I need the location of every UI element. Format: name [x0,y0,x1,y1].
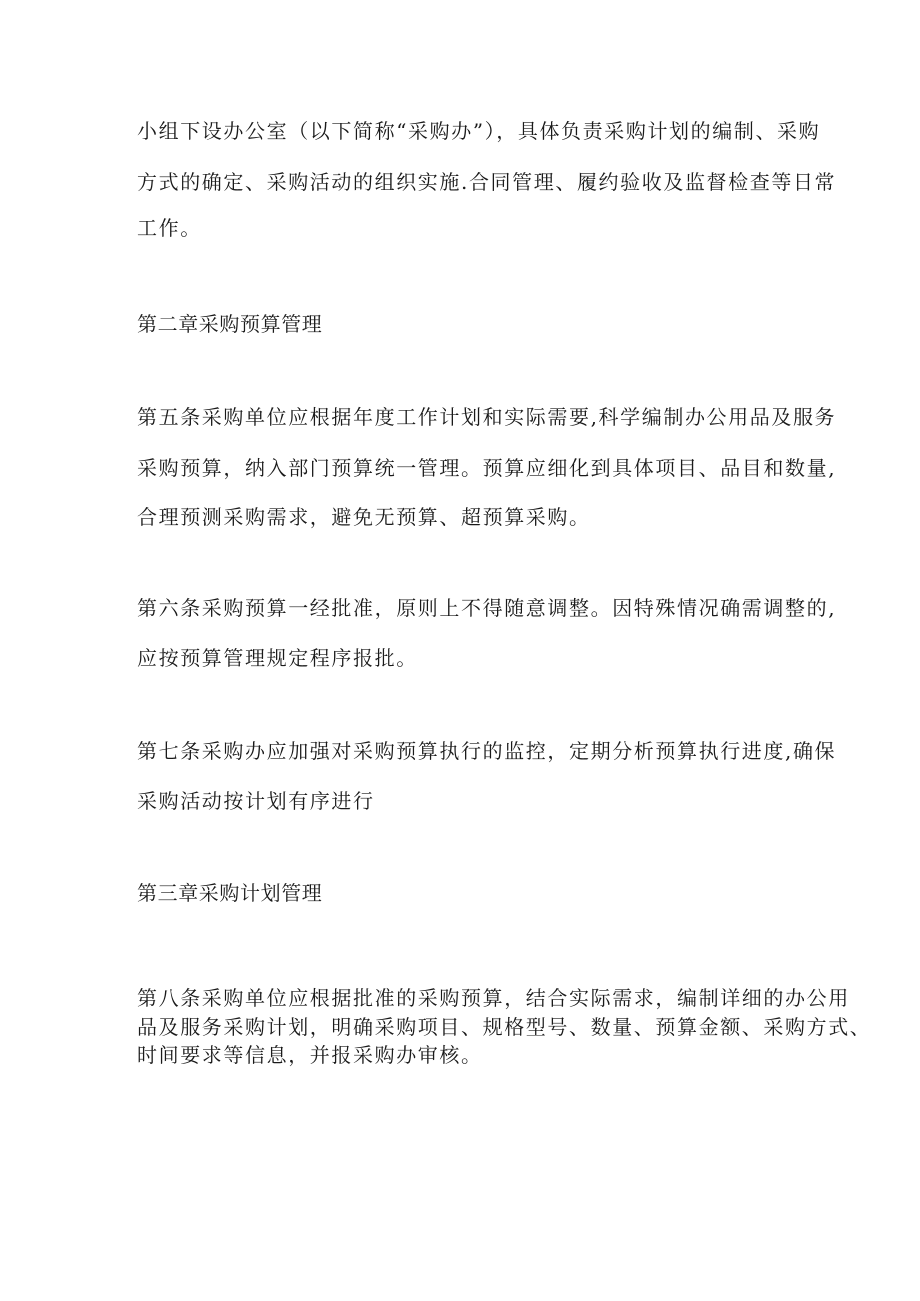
paragraph-1-line-1: 小组下设办公室（以下简称“采购办”），具体负责采购计划的编制、采购 [137,119,821,143]
article-8-line-2: 品及服务采购计划，明确采购项目、规格型号、数量、预算金额、采购方式、 [137,1015,872,1039]
article-5-line-3: 合理预测采购需求，避免无预算、超预算采购。 [137,505,591,529]
article-5-line-1: 第五条采购单位应根据年度工作计划和实际需要,科学编制办公用品及服务 [137,405,837,429]
article-8-line-3: 时间要求等信息，并报采购办审核。 [137,1043,483,1067]
article-7-line-1: 第七条采购办应加强对采购预算执行的监控，定期分析预算执行进度,确保 [137,739,837,763]
chapter-3-heading: 第三章采购计划管理 [137,881,323,905]
article-8-line-1: 第八条采购单位应根据批准的采购预算，结合实际需求，编制详细的办公用 [137,986,850,1010]
chapter-2-heading: 第二章采购预算管理 [137,312,323,336]
article-6-line-2: 应按预算管理规定程序报批。 [137,646,418,670]
article-6-line-1: 第六条采购预算一经批准，原则上不得随意调整。因特殊情况确需调整的, [137,596,837,620]
article-5-line-2: 采购预算，纳入部门预算统一管理。预算应细化到具体项目、品目和数量, [137,456,837,480]
paragraph-1-line-2: 方式的确定、采购活动的组织实施.合同管理、履约验收及监督检查等日常 [137,170,837,194]
article-7-line-2: 采购活动按计划有序进行 [137,789,375,813]
paragraph-1-line-3: 工作。 [137,216,202,240]
